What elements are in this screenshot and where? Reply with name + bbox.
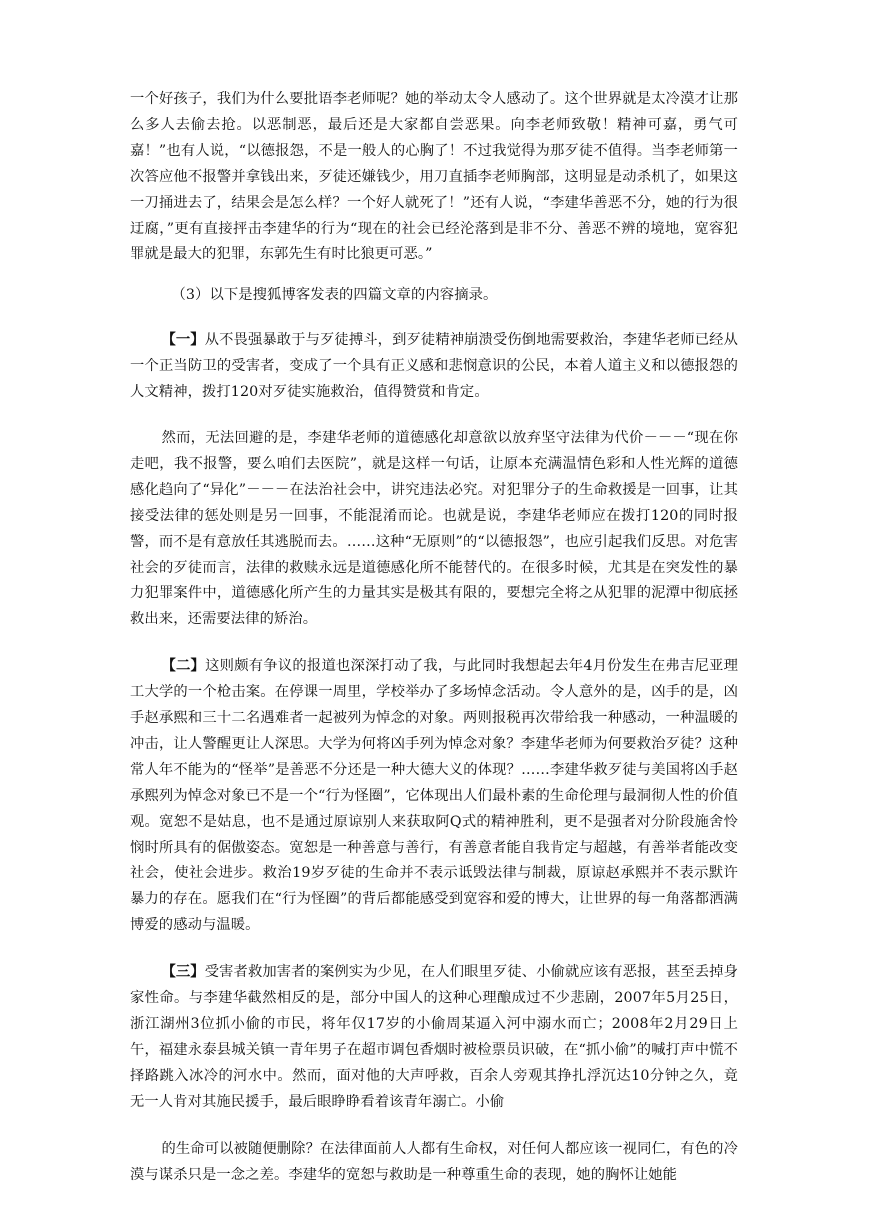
paragraph-article-3 bbox=[130, 960, 738, 1115]
article-text-2: 这则颇有争议的报道也深深打动了我，与此同时我想起去年4月份发生在弗吉尼亚理工大学的一个枪击案。在停课一周里，学校举办了多场悼念活动。令人意外的是，凶手的是，凶手赵承熙和三十二名遇难者一起被列为悼念的对象。两则报税再次带给我一种感动，一种温暖的冲击，让人警醒更让人深思。大学为何将凶手列为悼念对象？李建华老师为何要救治歹徒？这种常人年不能为的“怪举”是善恶不分还是一种大德大义的体现？……李建华救歹徒与美国将凶手赵承熙列为悼念对象已不是一个“行为怪圈”，它体现出人们最朴素的生命伦理与最洞彻人性的价值观。宽恕不是姑息，也不是通过原谅别人来获取阿Q式的精神胜利，更不是强者对分阶段施舍怜悯时所具有的倨傲姿态。宽恕是一种善意与善行，有善意者能自我肯定与超越，有善举者能改变社会，使社会进步。救治19岁歹徒的生命并不表示诋毁法律与制裁，原谅赵承熙并不表示默许暴力的存在。愿我们在“行为怪圈”的背后都能感受到宽容和爱的博大，让世界的每一角落都洒满博爱的感动与温暖。 bbox=[130, 658, 738, 934]
paragraph-article-1-continued: 然而，无法回避的是，李建华老师的道德感化却意欲以放弃坚守法律为代价－－－“现在你走吧，我不报警，要么咱们去医院”，就是这样一句话，让原本充满温情色彩和人性光辉的道德感化趋向了“异化”－－－在法治社会中，讲究违法必究。对犯罪分子的生命救援是一回事，让其接受法律的惩处则是另一回事，不能混淆而论。也就是说，李建华老师应在拨打120的同时报警，而不是有意放任其逃脱而去。……这种“无原则”的“以德报怨”，也应引起我们反思。对危害社会的歹徒而言，法律的救赎永远是道德感化所不能替代的。在很多时候，尤其是在突发性的暴力犯罪案件中，道德感化所产生的力量其实是极其有限的，要想完全将之从犯罪的泥潭中彻底拯救出来，还需要法律的矫治。 bbox=[130, 429, 738, 628]
article-marker-2: 【二】 bbox=[161, 658, 206, 675]
article-marker-3: 【三】 bbox=[161, 964, 205, 981]
paragraph-article-2 bbox=[130, 654, 738, 939]
paragraph-comments: 一个好孩子，我们为什么要批语李老师呢？她的举动太令人感动了。这个世界就是太冷漠才让那么多人去偷去抢。以恶制恶，最后还是大家都自尝恶果。向李老师致敬！精神可嘉，勇气可嘉！”也有人说，“以德报怨，不是一般人的心胸了！不过我觉得为那歹徒不值得。当李老师第一次答应他不报警并拿钱出来，歹徒还嫌钱少，用刀直插李老师胸部，这明显是动杀机了，如果这一刀捅进去了，结果会是怎么样？一个好人就死了！”还有人说，“李建华善恶不分，她的行为很迂腐，”更有直接抨击李建华的行为“现在的社会已经沦落到是非不分、善恶不辨的境地，宽容犯罪就是最大的犯罪，东郭先生有时比狼更可恶。” bbox=[130, 91, 738, 263]
article-text-3: 受害者救加害者的案例实为少见，在人们眼里歹徒、小偷就应该有恶报，甚至丢掉身家性命。与李建华截然相反的是，部分中国人的这种心理酿成过不少悲剧，2007年5月25日，浙江湖州3位抓小偷的市民，将年仅17岁的小偷周某逼入河中溺水而亡；2008年2月29日上午，福建永泰县城关镇一青年男子在超市调包香烟时被检票员识破，在“抓小偷”的喊打声中慌不择路跳入冰冷的河水中。然而，面对他的大声呼救，百余人旁观其挣扎浮沉达10分钟之久，竟无一人肯对其施民援手，最后眼睁睁看着该青年溺亡。小偷 bbox=[130, 964, 738, 1110]
article-marker-1: 【一】 bbox=[161, 332, 205, 349]
paragraph-article-3-continued: 的生命可以被随便删除？在法律面前人人都有生命权，对任何人都应该一视同仁，有色的冷漠与谋杀只是一念之差。李建华的宽恕与救助是一种尊重生命的表现，她的胸怀让她能 bbox=[130, 1140, 738, 1183]
article-text-1: 从不畏强暴敢于与歹徒搏斗，到歹徒精神崩溃受伤倒地需要救治，李建华老师已经从一个正当防卫的受害者，变成了一个具有正义感和悲悯意识的公民，本着人道主义和以德报怨的人文精神，拨打120对歹徒实施救治，值得赞赏和肯定。 bbox=[130, 332, 738, 401]
paragraph-section-3-intro: （3）以下是搜狐博客发表的四篇文章的内容摘录。 bbox=[171, 287, 498, 304]
paragraph-article-1 bbox=[130, 328, 738, 406]
document-page bbox=[130, 87, 738, 1188]
